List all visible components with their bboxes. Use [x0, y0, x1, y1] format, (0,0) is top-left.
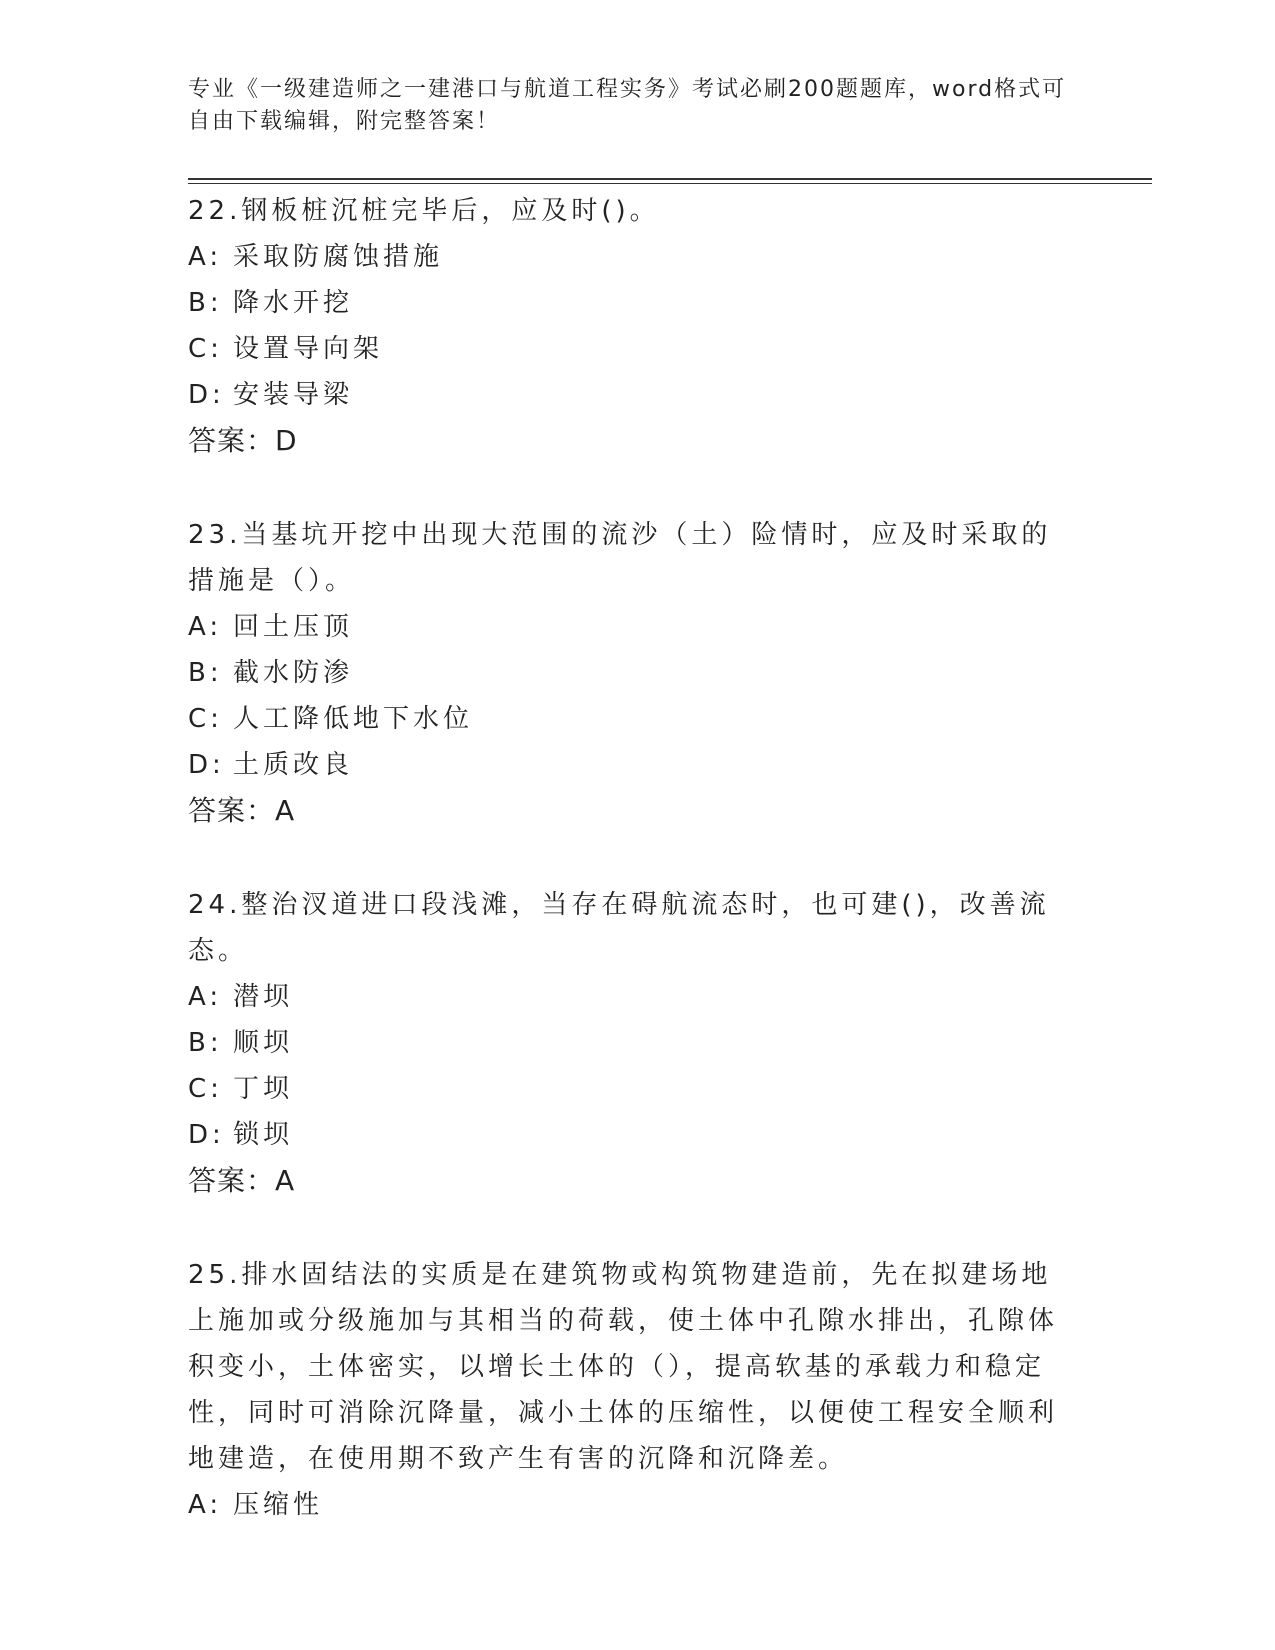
question-23	[188, 512, 1078, 834]
option-c: C: 人工降低地下水位	[188, 704, 474, 734]
document-header: 专业《一级建造师之一建港口与航道工程实务》考试必刷200题题库，word格式可自由下载编辑，附完整答案！	[188, 77, 1067, 134]
option-a: A: 压缩性	[188, 1490, 324, 1520]
question-stem: 24.整治汊道进口段浅滩，当存在碍航流态时，也可建()，改善流态。	[188, 890, 1050, 966]
option-a: A: 采取防腐蚀措施	[188, 242, 444, 272]
header-rule-thin	[188, 183, 1152, 184]
question-stem: 25.排水固结法的实质是在建筑物或构筑物建造前，先在拟建场地上施加或分级施加与其相当的荷载，使土体中孔隙水排出，孔隙体积变小，土体密实，以增长土体的（），提高软基的承载力和稳定性，同时可消除沉降量，减小土体的压缩性，以便使工程安全顺利地建造，在使用期不致产生有害的沉降和沉降差。	[188, 1260, 1059, 1474]
option-d: D: 安装导梁	[188, 380, 354, 410]
option-a: A: 回土压顶	[188, 612, 354, 642]
answer-line: 答案：A	[188, 794, 296, 827]
question-24	[188, 882, 1078, 1204]
question-stem: 22.钢板桩沉桩完毕后，应及时()。	[188, 196, 660, 226]
question-25	[188, 1252, 1078, 1528]
option-b: B: 降水开挖	[188, 288, 354, 318]
option-c: C: 丁坝	[188, 1074, 294, 1104]
answer-line: 答案：D	[188, 424, 298, 457]
option-d: D: 土质改良	[188, 750, 354, 780]
option-c: C: 设置导向架	[188, 334, 384, 364]
question-22	[188, 188, 1078, 464]
option-b: B: 顺坝	[188, 1028, 294, 1058]
option-b: B: 截水防渗	[188, 658, 354, 688]
option-a: A: 潜坝	[188, 982, 294, 1012]
question-list	[188, 188, 1078, 1528]
question-stem: 23.当基坑开挖中出现大范围的流沙（土）险情时，应及时采取的措施是（）。	[188, 520, 1052, 596]
header-rule-thick	[188, 178, 1152, 180]
answer-line: 答案：A	[188, 1164, 296, 1197]
option-d: D: 锁坝	[188, 1120, 294, 1150]
